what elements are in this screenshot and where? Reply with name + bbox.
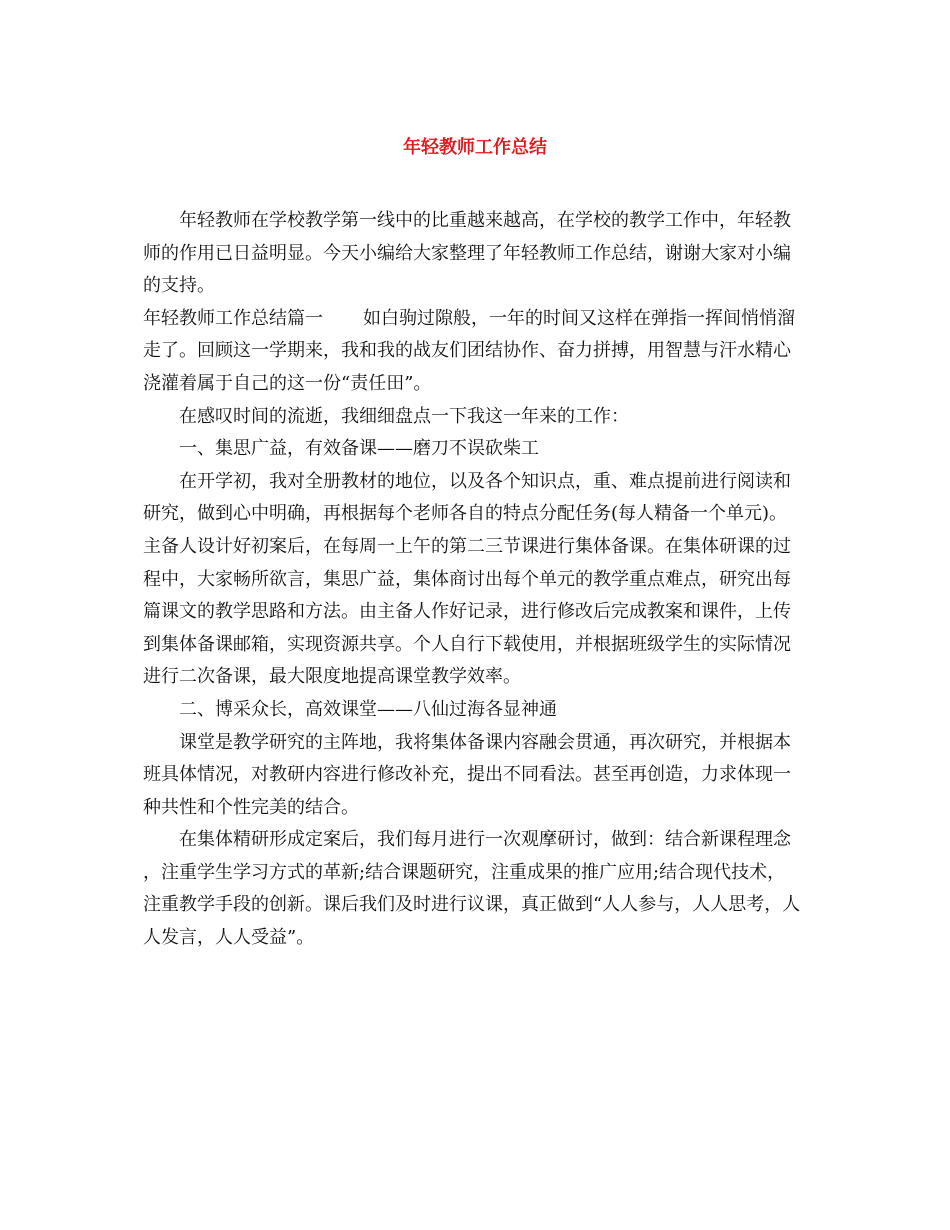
section-1-heading: 一、集思广益，有效备课——磨刀不误砍柴工 (179, 438, 539, 460)
paragraph-section-2: 课堂是教学研究的主阵地，我将集体备课内容融会贯通，再次研究，并根据本班具体情况，对教研内容进行修改补充，提出不同看法。甚至再创造，力求体现一种共性和个性完美的结合。 (143, 731, 791, 818)
paragraph-section-1: 在开学初，我对全册教材的地位，以及各个知识点，重、难点提前进行阅读和研究，做到心中明确，再根据每个老师各自的特点分配任务(每人精备一个单元)。主备人设计好初案后，在每周一上午的第二三节课进行集体备课。在集体研课的过程中，大家畅所欲言，集思广益，集体商讨出每个单元的教学重点难点，研究出每篇课文的教学思路和方法。由主备人作好记录，进行修改后完成教案和课件，上传到集体备课邮箱，实现资源共享。个人自行下载使用，并根据班级学生的实际情况进行二次备课，最大限度地提高课堂教学效率。 (143, 470, 791, 688)
document-body (143, 205, 803, 955)
paragraph-intro: 年轻教师在学校教学第一线中的比重越来越高，在学校的教学工作中，年轻教师的作用已日益明显。今天小编给大家整理了年轻教师工作总结，谢谢大家对小编的支持。 (143, 210, 791, 297)
section-2-heading: 二、博采众长，高效课堂——八仙过海各显神通 (179, 698, 557, 720)
document-title: 年轻教师工作总结 (403, 137, 547, 158)
paragraph-reflection: 在感叹时间的流逝，我细细盘点一下我这一年来的工作： (179, 405, 629, 427)
chapter-1-text: 如白驹过隙般，一年的时间又这样在弹指一挥间悄悄溜走了。回顾这一学期来，我和我的战友们团结协作、奋力拼搏，用智慧与汗水精心浇灌着属于自己的这一份“责任田”。 (143, 307, 795, 394)
paragraph-chapter-1 (143, 303, 803, 401)
paragraph-section-2-continued: 在集体精研形成定案后，我们每月进行一次观摩研讨，做到：结合新课程理念，注重学生学习方式的革新;结合课题研究，注重成果的推广应用;结合现代技术，注重教学手段的创新。课后我们及时进行议课，真正做到“人人参与，人人思考，人人发言，人人受益”。 (143, 829, 801, 949)
chapter-1-heading: 年轻教师工作总结篇一 (143, 307, 323, 329)
